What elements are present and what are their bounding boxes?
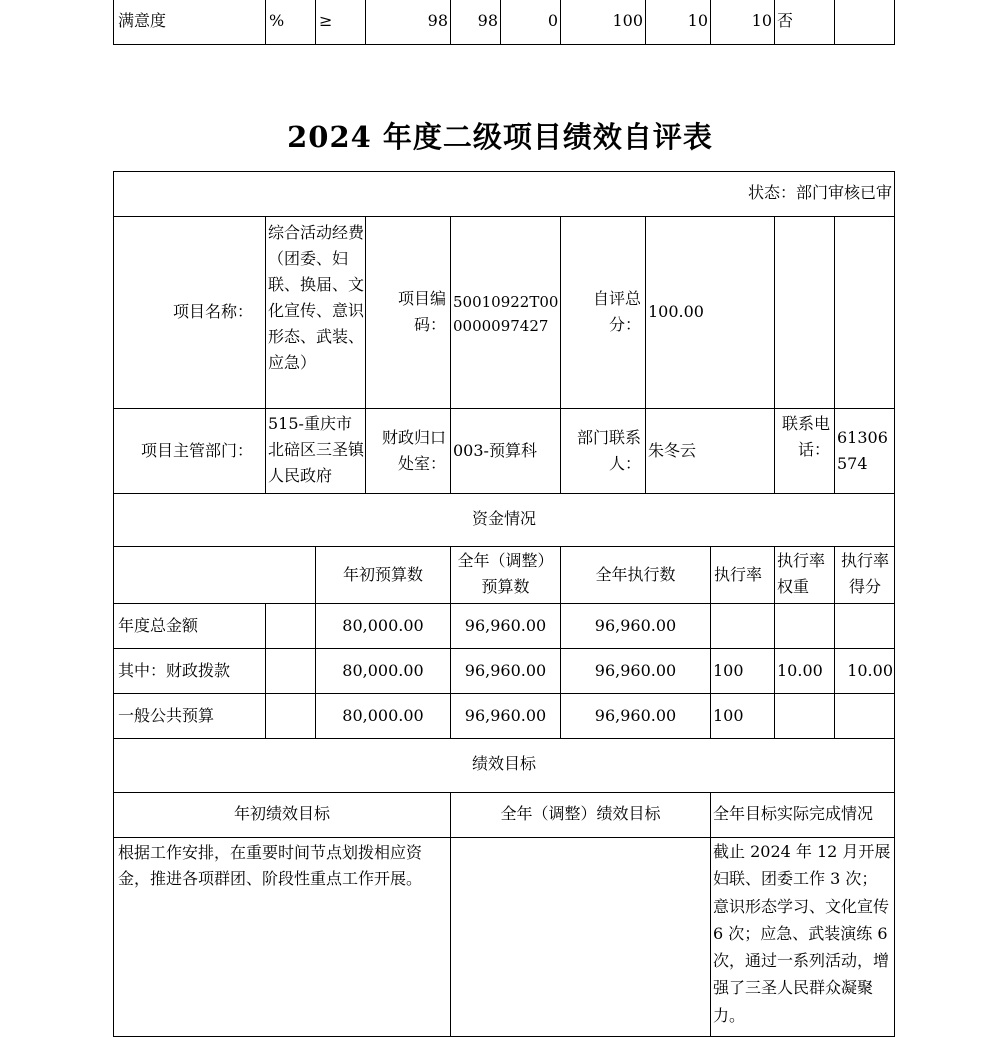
- project-name-value: 综合活动经费（团委、妇联、换届、文化宣传、意识形态、武装、应急）: [268, 223, 365, 372]
- top-row-weight-cell: [645, 0, 711, 45]
- goals-actual-cell: [710, 837, 895, 1037]
- goals-initial-cell: [113, 837, 451, 1037]
- top-row-name: 满意度: [118, 11, 167, 30]
- fin-value: 003-预算科: [453, 441, 537, 460]
- status-cell: [113, 171, 895, 217]
- table-row-rate-cell: [710, 648, 775, 694]
- empty-cell-b: [834, 216, 895, 409]
- top-row-empty-cell: [834, 0, 895, 45]
- top-row-dev-cell: [500, 0, 561, 45]
- project-name-label: 项目名称：: [172, 302, 253, 321]
- top-row-actual: 98: [477, 11, 498, 30]
- table-row-init-cell: [315, 648, 451, 694]
- funds-row-init: 80,000.00: [342, 661, 424, 680]
- self-score-value: 100.00: [648, 302, 704, 321]
- funds-row-adj: 96,960.00: [464, 661, 547, 680]
- table-row-score-cell: [834, 648, 895, 694]
- funds-header-init-cell: [315, 546, 451, 604]
- table-row-score-cell: [834, 603, 895, 649]
- goals-header-actual-cell: [710, 792, 895, 838]
- funds-row-adj: 96,960.00: [464, 706, 547, 725]
- funds-header-weight-cell: [774, 546, 835, 604]
- table-row-weight-cell: [774, 603, 835, 649]
- table-row-rate-cell: [710, 693, 775, 739]
- funds-row-label: 年度总金额: [118, 616, 199, 635]
- project-code-label-cell: [365, 216, 451, 409]
- table-row-weight-cell: [774, 648, 835, 694]
- project-code-label: 项目编码：: [397, 289, 446, 334]
- table-row-blank: [265, 693, 316, 739]
- funds-row-weight: 10.00: [777, 661, 823, 680]
- goals-section-title: 绩效目标: [471, 754, 536, 773]
- contact-value-cell: [645, 408, 775, 494]
- funds-section-title: 资金情况: [471, 509, 536, 528]
- top-row-score-cell: [710, 0, 775, 45]
- funds-header-rate: 执行率: [714, 565, 763, 584]
- funds-row-score: 10.00: [847, 661, 893, 680]
- top-row-target: 98: [427, 11, 448, 30]
- table-row-adj-cell: [450, 648, 561, 694]
- empty-cell-a: [774, 216, 835, 409]
- goals-initial-text: 根据工作安排，在重要时间节点划拨相应资金，推进各项群团、阶段性重点工作开展。: [118, 843, 423, 888]
- dept-value: 515-重庆市北碚区三圣镇人民政府: [268, 414, 365, 485]
- top-row-rate-cell: [560, 0, 646, 45]
- top-row-deviation: 0: [547, 11, 558, 30]
- dept-label-cell: [113, 408, 266, 494]
- funds-header-adj: 全年（调整）预算数: [457, 551, 554, 596]
- fin-label: 财政归口处室：: [381, 428, 446, 473]
- goals-header-actual: 全年目标实际完成情况: [713, 804, 874, 823]
- funds-header-exec-cell: [560, 546, 711, 604]
- table-row-label-cell: [113, 648, 266, 694]
- top-row-flag-cell: [774, 0, 835, 45]
- goals-header-adjusted: 全年（调整）绩效目标: [500, 804, 661, 823]
- table-row-exec-cell: [560, 603, 711, 649]
- self-score-value-cell: [645, 216, 775, 409]
- top-row-score: 10: [751, 11, 772, 30]
- funds-section-cell: [113, 493, 895, 547]
- top-row-name-cell: [113, 0, 266, 45]
- top-row-flag: 否: [777, 11, 794, 30]
- table-row-exec-cell: [560, 693, 711, 739]
- top-row-unit-cell: [265, 0, 316, 45]
- table-row-adj-cell: [450, 693, 561, 739]
- goals-header-initial-cell: [113, 792, 451, 838]
- top-row-unit: %: [269, 11, 285, 30]
- funds-header-score-cell: [834, 546, 895, 604]
- fin-value-cell: [450, 408, 561, 494]
- top-row-weight: 10: [687, 11, 708, 30]
- funds-row-init: 80,000.00: [342, 616, 424, 635]
- top-row-target-cell: [365, 0, 451, 45]
- funds-header-blank: [113, 546, 316, 604]
- table-row-init-cell: [315, 603, 451, 649]
- table-row-blank: [265, 648, 316, 694]
- table-row-score-cell: [834, 693, 895, 739]
- funds-header-score: 执行率得分: [840, 551, 889, 596]
- status-text: 状态：部门审核已审: [747, 183, 892, 202]
- funds-row-exec: 96,960.00: [594, 661, 677, 680]
- top-row-actual-cell: [450, 0, 501, 45]
- top-row-rate: 100: [612, 11, 643, 30]
- project-code-value-cell: [450, 216, 561, 409]
- funds-row-label: 一般公共预算: [118, 706, 215, 725]
- table-row-weight-cell: [774, 693, 835, 739]
- funds-header-adj-cell: [450, 546, 561, 604]
- goals-header-initial: 年初绩效目标: [233, 804, 330, 823]
- funds-row-rate: 100: [713, 706, 744, 725]
- funds-header-init: 年初预算数: [342, 565, 423, 584]
- funds-row-init: 80,000.00: [342, 706, 424, 725]
- table-row-adj-cell: [450, 603, 561, 649]
- phone-label: 联系电话：: [782, 414, 831, 459]
- funds-header-exec: 全年执行数: [595, 565, 676, 584]
- fin-label-cell: [365, 408, 451, 494]
- funds-header-rate-cell: [710, 546, 775, 604]
- dept-label: 项目主管部门：: [140, 441, 253, 460]
- contact-label-cell: [560, 408, 646, 494]
- funds-row-exec: 96,960.00: [594, 706, 677, 725]
- funds-row-adj: 96,960.00: [464, 616, 547, 635]
- funds-row-rate: 100: [713, 661, 744, 680]
- project-name-value-cell: [265, 216, 366, 409]
- funds-row-exec: 96,960.00: [594, 616, 677, 635]
- table-row-blank: [265, 603, 316, 649]
- contact-label: 部门联系人：: [576, 428, 641, 473]
- funds-header-weight: 执行率权重: [777, 551, 826, 596]
- table-row-rate-cell: [710, 603, 775, 649]
- table-row-label-cell: [113, 603, 266, 649]
- dept-value-cell: [265, 408, 366, 494]
- top-row-op-cell: [315, 0, 366, 45]
- top-row-operator: ≥: [319, 11, 333, 30]
- phone-value: 61306574: [837, 428, 888, 473]
- goals-section-cell: [113, 738, 895, 793]
- contact-value: 朱冬云: [648, 441, 697, 460]
- table-row-exec-cell: [560, 648, 711, 694]
- self-score-label: 自评总分：: [592, 289, 641, 334]
- phone-value-cell: [834, 408, 895, 494]
- self-score-label-cell: [560, 216, 646, 409]
- phone-label-cell: [774, 408, 835, 494]
- funds-row-label: 其中：财政拨款: [118, 661, 231, 680]
- table-row-label-cell: [113, 693, 266, 739]
- table-row-init-cell: [315, 693, 451, 739]
- project-name-label-cell: [113, 216, 266, 409]
- project-code-value: 50010922T000000097427: [453, 293, 559, 335]
- goals-actual-text: 截止 2024 年 12 月开展妇联、团委工作 3 次；意识形态学习、文化宣传 6 次；应急、武装演练 6 次，通过一系列活动，增强了三圣人民群众凝聚力。: [713, 842, 891, 1025]
- page-title: 2024 年度二级项目绩效自评表: [287, 120, 713, 154]
- goals-adjusted-cell: [450, 837, 711, 1037]
- goals-header-adjusted-cell: [450, 792, 711, 838]
